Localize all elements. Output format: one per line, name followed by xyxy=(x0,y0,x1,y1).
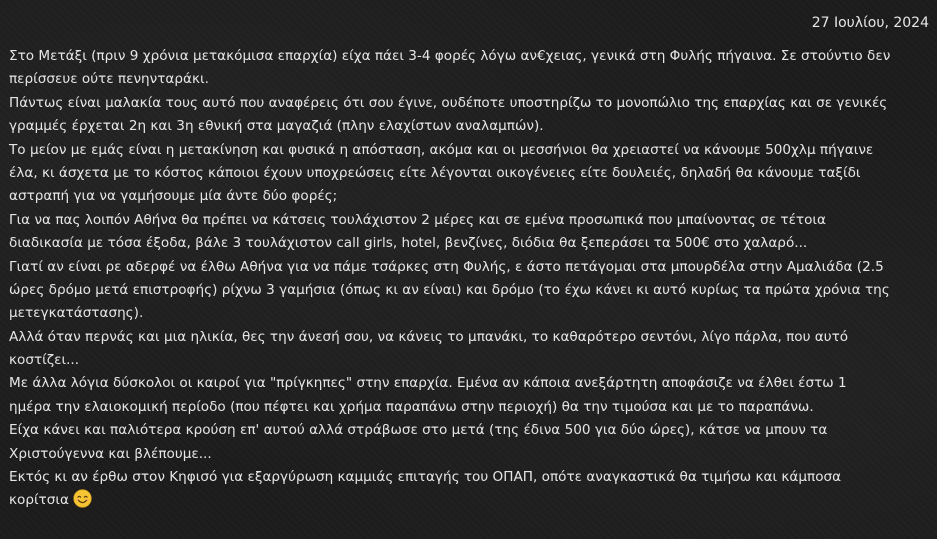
post-line: Για να πας λοιπόν Αθήνα θα πρέπει να κάτσεις τουλάχιστον 2 μέρες και σε εμένα προσωπικά που μπαίνοντας σε τέτοια xyxy=(9,211,826,228)
post-line: περίσσευε ούτε πενηνταράκι. xyxy=(9,71,209,88)
post-line: Είχα κάνει και παλιότερα κρούση επ' αυτού αλλά στράβωσε στο μετά (της έδινα 500 για δύο ώρες), κάτσε να μπουν τα xyxy=(9,422,828,439)
post-line: ώρες δρόμο μετά επιστροφής) ρίχνω 3 γαμήσια (όπως κι αν είναι) και δρόμο (το έχω κάνει κι αυτό κυρίως τα πρώτα χρόνια της xyxy=(9,281,890,298)
post-line: Το μείον με εμάς είναι η μετακίνηση και φυσικά η απόσταση, ακόμα και οι μεσσήνιοι θα χρειαστεί να κάνουμε 500χλμ πήγαινε xyxy=(9,141,874,158)
post-line: μετεγκατάστασης). xyxy=(9,305,144,322)
post-line-text: κορίτσια xyxy=(9,492,69,509)
post-line: Πάντως είναι μαλακία τους αυτό που αναφέρεις ότι σου έγινε, ουδέποτε υποστηρίζω το μονοπώλιο της επαρχίας και σε γενικές xyxy=(9,94,888,111)
post-date: 27 Ιουλίου, 2024 xyxy=(811,15,929,31)
post-line: Αλλά όταν περνάς και μια ηλικία, θες την άνεσή σου, να κάνεις το μπανάκι, το καθαρότερο σεντόνι, λίγο πάρλα, που αυτό xyxy=(9,328,849,345)
post-line: Στο Μετάξι (πριν 9 χρόνια μετακόμισα επαρχία) είχα πάει 3-4 φορές λόγω αν€χειας, γενικά στη Φυλής πήγαινα. Σε στούντιο δεν xyxy=(9,48,891,64)
post-line: Με άλλα λόγια δύσκολοι οι καιροί για "πρίγκηπες" στην επαρχία. Εμένα αν κάποια ανεξάρτητη αποφάσιζε να έλθει έστω 1 xyxy=(9,375,847,392)
post-line: διαδικασία με τόσα έξοδα, βάλε 3 τουλάχιστον call girls, hotel, βενζίνες, διόδια θα ξεπεράσει τα 500€ στο χαλαρό... xyxy=(9,235,808,252)
post-line: ημέρα την ελαιοκομική περίοδο (που πέφτει και χρήμα παραπάνω στην περιοχή) θα την τιμούσα και με το παραπάνω. xyxy=(9,398,814,415)
post-line: Εκτός κι αν έρθω στον Κηφισό για εξαργύρωση καμμιάς επιταγής του ΟΠΑΠ, οπότε αναγκαστικά θα τιμήσω και κάμποσα xyxy=(9,469,842,486)
post-body xyxy=(9,45,931,513)
post-line: Γιατί αν είναι ρε αδερφέ να έλθω Αθήνα για να πάμε τσάρκες στη Φυλής, ε άστο πετάγομαι στα μπουρδέλα στην Αμαλιάδα (2.5 xyxy=(9,258,884,275)
post-last-line xyxy=(9,489,931,512)
post-line: γραμμές έρχεται 2η και 3η εθνική στα μαγαζιά (πλην ελαχίστων αναλαμπών). xyxy=(9,118,544,135)
post-line: αστραπή για να γαμήσουμε μία άντε δύο φορές; xyxy=(9,188,338,205)
smiling-face-icon xyxy=(73,489,92,508)
post-line: έλα, κι άσχετα με το κόστος κάποιοι έχουν υποχρεώσεις είτε λέγονται οικογένειες είτε δουλειές, δηλαδή θα κάνουμε ταξίδι xyxy=(9,164,861,181)
post-line: Χριστούγεννα και βλέπουμε... xyxy=(9,445,212,462)
post-line: κοστίζει... xyxy=(9,352,80,369)
